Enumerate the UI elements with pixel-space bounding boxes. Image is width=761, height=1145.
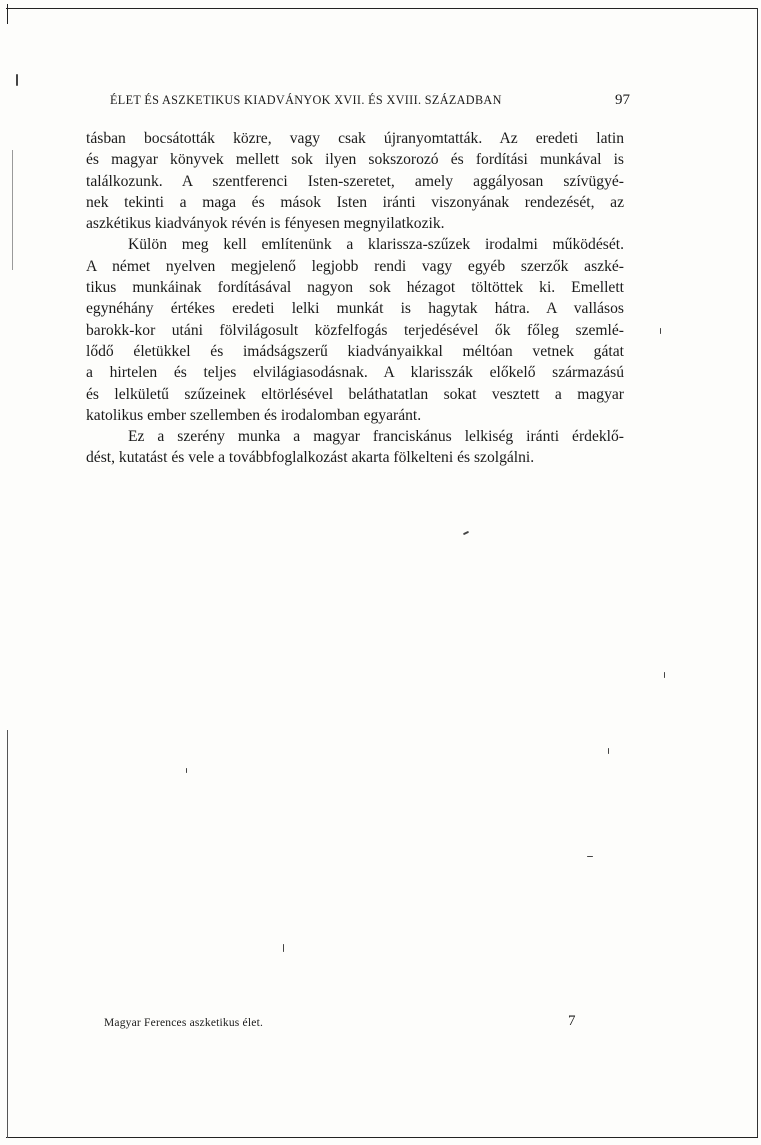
scan-speck [283,944,284,952]
text-line: a hirtelen és teljes elvilágiasodásnak. A klarisszák előkelő származású [86,364,624,382]
text-line: egynéhány értékes eredeti lelki munkát is hagytak hátra. A vallásos [86,300,624,318]
footer-signature: Magyar Ferences aszketikus élet. [104,1017,264,1029]
scan-speck [16,74,18,86]
running-head-title: ÉLET ÉS ASZKETIKUS KIADVÁNYOK XVII. ÉS XVIII. SZÁZADBAN [110,93,502,107]
text-line: találkozunk. A szentferenci Isten-szeretet, amely aggályosan szívügyé- [86,172,624,190]
text-line: katolikus ember szellemben és irodalomban egyaránt. [86,406,422,424]
text-line: aszkétikus kiadványok révén is fényesen megnyilatkozik. [86,215,445,233]
scan-border-left [7,4,8,24]
scan-speck [660,328,661,334]
body-text [86,128,624,469]
text-line: A német nyelven megjelenő legjobb rendi vagy egyéb szerzők aszké- [86,257,624,275]
scan-border-top [6,8,758,9]
text-line: dést, kutatást és vele a továbbfoglalkozást akarta fölkelteni és szolgálni. [86,449,535,467]
text-line: lődő életükkel és imádságszerű kiadványaikkal méltóan vetnek gátat [86,342,624,360]
scan-border-left [12,150,13,270]
scan-speck [463,531,469,535]
text-line: tikus munkáinak fordításával nagyon sok hézagot töltöttek ki. Emellett [86,279,624,297]
scan-speck [664,672,665,678]
running-head [110,92,630,110]
scan-border-left [7,730,8,1138]
scan-border-right [757,8,758,1138]
text-line: és lelkületű szűzeinek eltörlésével beláthatatlan sokat vesztett a magyar [86,385,624,403]
scan-speck [186,768,187,773]
scan-border-bottom [6,1137,758,1138]
text-line: Ez a szerény munka a magyar franciskánus lelkiség iránti érdeklő- [128,428,624,446]
text-line: tásban bocsátották közre, vagy csak újranyomtatták. Az eredeti latin [86,130,624,147]
signature-mark: 7 [568,1013,576,1029]
scan-speck [587,856,593,857]
text-line: Külön meg kell említenünk a klarissza-szűzek irodalmi működését. [128,236,624,254]
page-number: 97 [615,92,630,108]
text-line: nek tekinti a maga és mások Isten iránti viszonyának rendezését, az [86,193,624,211]
text-line: és magyar könyvek mellett sok ilyen sokszorozó és fordítási munkával is [86,151,624,169]
scan-speck [608,748,609,754]
text-line: barokk-kor utáni fölvilágosult közfelfogás terjedésével ők főleg szemlé- [86,321,624,339]
